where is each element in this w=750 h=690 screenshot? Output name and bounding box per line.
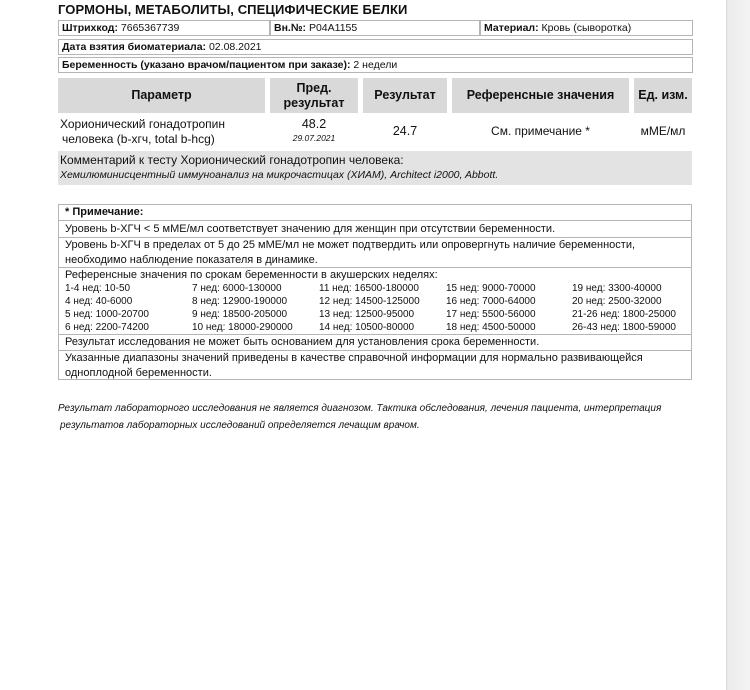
weeks-range-cell: 21-26 нед: 1800-25000 [572,309,676,320]
notes-row-4 [59,351,691,379]
unit-value: мМЕ/мл [640,124,686,138]
inner-number-label: Вн.№: [274,22,307,34]
barcode-field [58,20,270,36]
weeks-range-cell: 17 нед: 5500-56000 [446,309,536,320]
pregnancy-field [58,57,693,73]
param-name-line2: человека (b-хгч, total b-hcg) [62,132,215,146]
header-previous-line1: Пред. [296,80,332,95]
notes-row-2 [59,238,691,268]
weeks-range-cell: 11 нед: 16500-180000 [319,283,419,294]
weeks-range-cell: 10 нед: 18000-290000 [192,322,293,333]
weeks-range-cell: 26-43 нед: 1800-59000 [572,322,676,333]
header-unit: Ед. изм. [634,78,692,113]
comment-method: Хемилюминисцентный иммуноанализ на микрочастицах (ХИАМ), Architect i2000, Abbott. [60,169,499,181]
header-reference: Референсные значения [452,78,629,113]
sample-date-field [58,39,693,55]
material-value: Кровь (сыворотка) [541,22,632,34]
param-name-line1: Хорионический гонадотропин [60,117,226,131]
notes-line-1: Уровень b-ХГЧ < 5 мМЕ/мл соответствует значению для женщин при отсутствии беременности. [65,223,556,235]
weeks-range-cell: 6 нед: 2200-74200 [65,322,149,333]
footer-disclaimer-line1: Результат лабораторного исследования не является диагнозом. Тактика обследования, лечения пациента, интерпретация [58,403,662,414]
page-edge-shadow [726,0,750,690]
footer-disclaimer-line2: результатов лабораторных исследований определяется лечащим врачом. [60,420,420,431]
barcode-label: Штрихкод: [62,22,118,34]
weeks-range-cell: 5 нед: 1000-20700 [65,309,149,320]
notes-line-3: Результат исследования не может быть основанием для установления срока беременности. [65,336,540,348]
material-label: Материал: [484,22,539,34]
weeks-range-cell: 12 нед: 14500-125000 [319,296,420,307]
header-previous-line2: результат [283,95,345,110]
material-field [480,20,693,36]
reference-value: См. примечание * [491,124,590,138]
previous-result [270,117,358,143]
barcode-value: 7665367739 [120,22,180,34]
weeks-heading: Референсные значения по срокам беременности в акушерских неделях: [65,269,438,281]
header-parameter: Параметр [58,78,265,113]
notes-weeks-row [59,268,691,335]
notes-row-3 [59,335,691,351]
sample-date-label: Дата взятия биоматериала: [62,41,207,53]
weeks-range-cell: 8 нед: 12900-190000 [192,296,288,307]
weeks-range-cell: 19 нед: 3300-40000 [572,283,662,294]
weeks-range-cell: 18 нед: 4500-50000 [446,322,536,333]
comment-heading: Комментарий к тесту Хорионический гонадотропин человека: [60,153,404,167]
notes-line-4 [65,351,643,380]
notes-line-4b: одноплодной беременности. [65,366,212,379]
notes-line-2 [65,238,635,267]
notes-heading-row [59,205,691,221]
weeks-range-cell: 13 нед: 12500-95000 [319,309,415,320]
test-comment [58,151,692,185]
param-name [60,117,225,147]
result-value: 24.7 [392,124,418,138]
pregnancy-value: 2 недели [353,59,398,71]
sample-date-value: 02.08.2021 [208,41,262,53]
notes-line-2b: необходимо наблюдение показателя в динамике. [65,253,318,266]
notes-heading: * Примечание: [65,206,144,218]
weeks-range-cell: 7 нед: 6000-130000 [192,283,282,294]
header-result: Результат [363,78,447,113]
section-title: ГОРМОНЫ, МЕТАБОЛИТЫ, СПЕЦИФИЧЕСКИЕ БЕЛКИ [58,2,408,17]
header-previous-result [270,78,358,113]
weeks-range-cell: 14 нед: 10500-80000 [319,322,415,333]
weeks-range-cell: 4 нед: 40-6000 [65,296,133,307]
notes-line-2a: Уровень b-ХГЧ в пределах от 5 до 25 мМЕ/мл не может подтвердить или опровергнуть наличие беременности, [65,239,636,251]
notes-block [58,204,692,380]
pregnancy-label: Беременность (указано врачом/пациентом при заказе): [62,59,351,71]
inner-number-field [270,20,480,36]
weeks-range-cell: 15 нед: 9000-70000 [446,283,536,294]
weeks-range-cell: 1-4 нед: 10-50 [65,283,131,294]
weeks-range-cell: 9 нед: 18500-205000 [192,309,288,320]
previous-result-date: 29.07.2021 [292,133,336,143]
weeks-range-cell: 20 нед: 2500-32000 [572,296,662,307]
weeks-range-cell: 16 нед: 7000-64000 [446,296,536,307]
notes-row-1 [59,221,691,238]
previous-result-value: 48.2 [301,117,327,131]
inner-number-value: P04A1155 [308,22,358,34]
notes-line-4a: Указанные диапазоны значений приведены в качестве справочной информации для нормально развивающейся [65,352,643,364]
